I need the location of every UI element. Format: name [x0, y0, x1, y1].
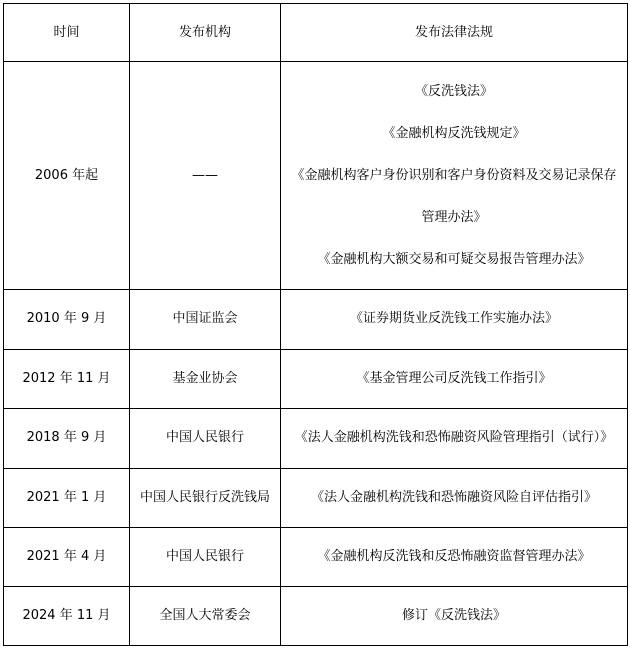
- cell-agency: 基金业协会: [130, 349, 281, 408]
- cell-regulation: [281, 62, 628, 290]
- cell-time: 2018 年 9 月: [4, 409, 130, 468]
- regulation-table: [3, 3, 628, 646]
- cell-agency: 中国证监会: [130, 290, 281, 349]
- law-item: 《金融机构大额交易和可疑交易报告管理办法》: [317, 251, 591, 267]
- header-agency: 发布机构: [130, 4, 281, 62]
- cell-regulation: 《金融机构反洗钱和反恐怖融资监督管理办法》: [281, 528, 628, 587]
- table-row: [4, 349, 628, 408]
- cell-regulation: 《法人金融机构洗钱和恐怖融资风险自评估指引》: [281, 468, 628, 527]
- cell-time: 2021 年 1 月: [4, 468, 130, 527]
- law-item: 《金融机构客户身份识别和客户身份资料及交易记录保存管理办法》: [291, 167, 617, 225]
- cell-agency: 中国人民银行: [130, 409, 281, 468]
- cell-agency: 中国人民银行反洗钱局: [130, 468, 281, 527]
- table-row: [4, 587, 628, 646]
- header-time: 时间: [4, 4, 130, 62]
- header-regulation: 发布法律法规: [281, 4, 628, 62]
- law-item: 《金融机构反洗钱规定》: [382, 125, 526, 141]
- cell-agency: 全国人大常委会: [130, 587, 281, 646]
- table-row: [4, 468, 628, 527]
- law-item: 《反洗钱法》: [414, 83, 493, 99]
- cell-agency: 中国人民银行: [130, 528, 281, 587]
- table-header-row: [4, 4, 628, 62]
- table-row: [4, 409, 628, 468]
- cell-agency: ——: [130, 62, 281, 290]
- cell-regulation: 修订《反洗钱法》: [281, 587, 628, 646]
- cell-time: 2024 年 11 月: [4, 587, 130, 646]
- cell-regulation: 《法人金融机构洗钱和恐怖融资风险管理指引（试行）》: [281, 409, 628, 468]
- cell-time: 2010 年 9 月: [4, 290, 130, 349]
- cell-time: 2012 年 11 月: [4, 349, 130, 408]
- table-row: [4, 62, 628, 290]
- table-row: [4, 528, 628, 587]
- table-row: [4, 290, 628, 349]
- cell-time: 2006 年起: [4, 62, 130, 290]
- cell-regulation: 《证券期货业反洗钱工作实施办法》: [281, 290, 628, 349]
- cell-regulation: 《基金管理公司反洗钱工作指引》: [281, 349, 628, 408]
- cell-time: 2021 年 4 月: [4, 528, 130, 587]
